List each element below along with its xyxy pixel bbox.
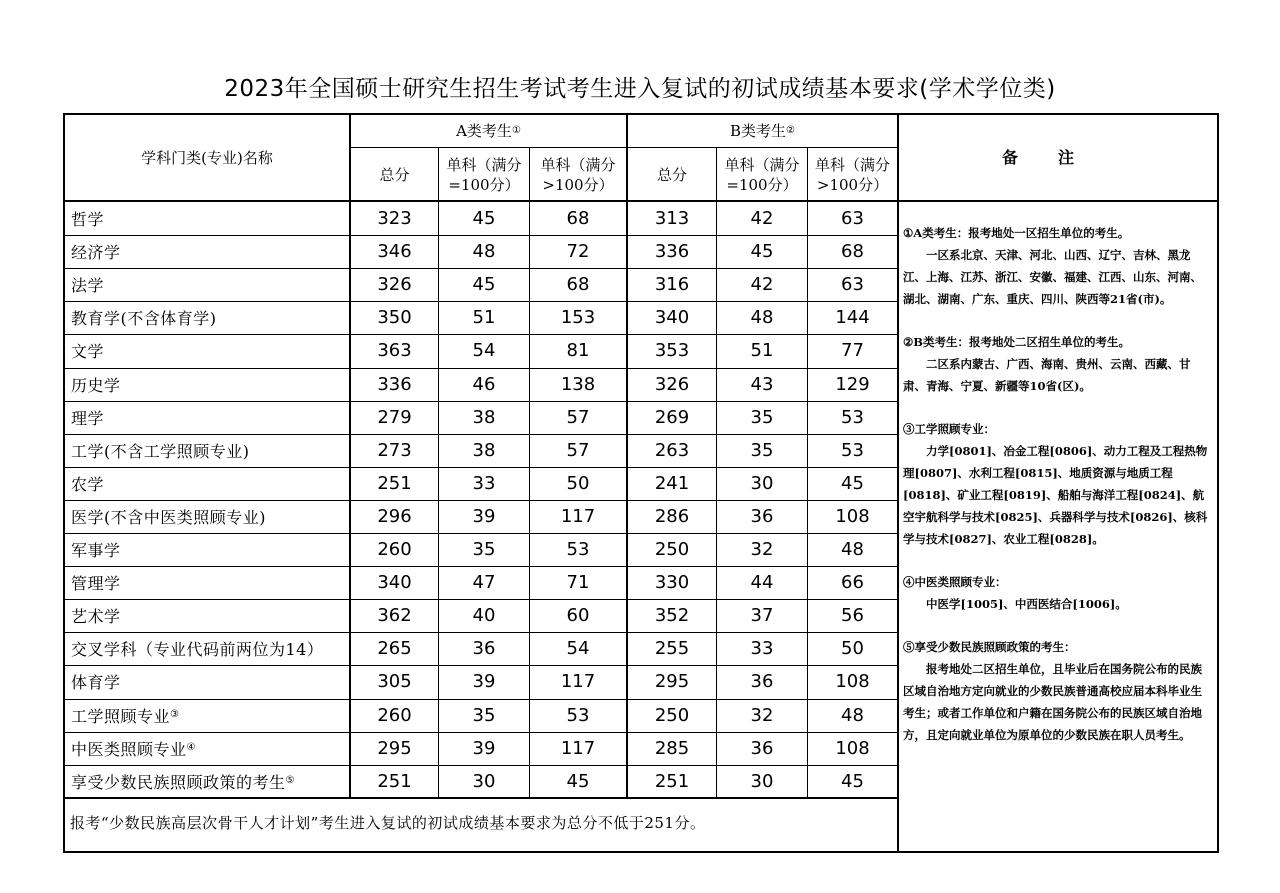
a-score-cell: 326: [377, 274, 412, 296]
a-score-cell: 323: [377, 208, 412, 230]
note-body: 力学[0801]、冶金工程[0806]、动力工程及工程热物理[0807]、水利工程[0815]、地质资源与地质工程[0818]、矿业工程[0819]、船舶与海洋工程[0824]、航空宇航科学与技术[0825]、兵器科学与技术[0826]、核科学与技术[0827]、农业工程[0828]。: [903, 444, 1208, 546]
subject-label: 法学: [71, 276, 105, 296]
subject-label: 艺术学: [71, 607, 121, 627]
b-score-cell: 68: [841, 241, 864, 263]
remarks-header: [899, 115, 1217, 200]
b-score-cell: 51: [750, 340, 774, 362]
b-score-cell: 241: [654, 472, 690, 494]
note-heading: ②B类考生：报考地处二区招生单位的考生。: [903, 335, 1131, 349]
b-score-cell: 30: [750, 472, 774, 494]
b-score-cell: 48: [841, 704, 864, 726]
b-score-cell: 250: [654, 704, 690, 726]
b-score-cell: 45: [750, 241, 774, 263]
b-score-cell: 35: [750, 406, 774, 428]
b-score-cell: 63: [841, 274, 864, 296]
a-score-cell: 340: [377, 572, 412, 594]
a-score-cell: 153: [560, 307, 596, 329]
a-score-cell: 362: [377, 605, 412, 627]
subject-name: [65, 632, 349, 665]
b-score-cell: 144: [835, 307, 870, 329]
a-score-cell: 39: [472, 505, 496, 527]
b-score-cell: 53: [841, 406, 864, 428]
subject-label: 哲学: [71, 210, 105, 230]
a-score-cell: 50: [566, 472, 590, 494]
subject-label: 历史学: [71, 375, 121, 395]
b-score-cell: 48: [750, 307, 774, 329]
subject-name: [65, 665, 349, 698]
a-score-cell: 117: [560, 505, 596, 527]
a-score-cell: 350: [377, 307, 412, 329]
a-score-cell: 35: [472, 704, 496, 726]
a-score-cell: 57: [566, 439, 590, 461]
b-score-cell: 56: [841, 605, 864, 627]
note-item: [903, 418, 1213, 550]
a-singleover100-header: 单科（满分>100分）: [540, 155, 616, 194]
a-score-cell: 60: [566, 605, 590, 627]
note-item: [903, 331, 1213, 397]
a-score-cell: 53: [566, 539, 590, 561]
subject-label: 管理学: [71, 574, 121, 594]
a-score-cell: 53: [566, 704, 590, 726]
a-total-header: 总分: [379, 165, 410, 184]
b-score-cell: 313: [654, 208, 690, 230]
a-score-cell: 39: [472, 737, 496, 759]
b-score-cell: 340: [654, 307, 690, 329]
a-score-cell: 57: [566, 406, 590, 428]
a-score-cell: 39: [472, 671, 496, 693]
b-score-cell: 36: [750, 737, 774, 759]
subject-name: [65, 434, 349, 467]
b-score-cell: 32: [750, 539, 774, 561]
a-score-cell: 45: [472, 208, 496, 230]
group-b-label: B类考生: [730, 122, 787, 140]
b-score-cell: 352: [654, 605, 690, 627]
subject-label: 中医类照顾专业: [71, 739, 187, 759]
a-score-cell: 47: [472, 572, 496, 594]
subject-label: 工学照顾专业: [71, 706, 171, 726]
b-score-cell: 269: [654, 406, 690, 428]
a-single100-header: 单科（满分=100分）: [446, 155, 522, 194]
footer-note: 报考“少数民族高层次骨干人才计划”考生进入复试的初试成绩基本要求为总分不低于251分。: [70, 814, 706, 832]
a-score-cell: 265: [377, 638, 412, 660]
b-score-cell: 32: [750, 704, 774, 726]
a-score-cell: 346: [377, 241, 412, 263]
subject-label: 教育学(不含体育学): [71, 309, 217, 329]
a-score-cell: 33: [472, 472, 496, 494]
b-score-cell: 42: [750, 208, 774, 230]
subject-name: [65, 401, 349, 434]
a-score-cell: 251: [377, 770, 412, 792]
b-score-cell: 36: [750, 505, 774, 527]
page-title: 2023年全国硕士研究生招生考试考生进入复试的初试成绩基本要求(学术学位类): [224, 76, 1056, 102]
a-score-cell: 81: [566, 340, 590, 362]
b-score-cell: 43: [750, 373, 774, 395]
subject-label: 交叉学科（专业代码前两位为14）: [71, 640, 324, 660]
note-heading: ①A类考生：报考地处一区招生单位的考生。: [903, 226, 1130, 240]
note-body: 一区系北京、天津、河北、山西、辽宁、吉林、黑龙江、上海、江苏、浙江、安徽、福建、江西、山东、河南、湖北、湖南、广东、重庆、四川、陕西等21省(市)。: [903, 248, 1202, 306]
b-score-cell: 295: [654, 671, 690, 693]
b-score-cell: 42: [750, 274, 774, 296]
a-score-cell: 71: [566, 572, 590, 594]
b-score-cell: 37: [750, 605, 774, 627]
b-score-cell: 108: [835, 671, 870, 693]
b-score-cell: 35: [750, 439, 774, 461]
b-score-cell: 48: [841, 539, 864, 561]
b-score-cell: 336: [654, 241, 690, 263]
a-score-cell: 54: [472, 340, 496, 362]
b-total-header: 总分: [656, 165, 687, 184]
subject-label: 理学: [71, 408, 105, 428]
b-score-cell: 316: [654, 274, 690, 296]
a-score-cell: 251: [377, 472, 412, 494]
a-score-cell: 117: [560, 737, 596, 759]
a-score-cell: 295: [377, 737, 412, 759]
group-a-label: A类考生: [456, 122, 512, 140]
a-score-cell: 117: [560, 671, 596, 693]
b-score-cell: 45: [841, 770, 864, 792]
b-score-cell: 66: [841, 572, 864, 594]
b-score-cell: 255: [654, 638, 690, 660]
b-score-cell: 45: [841, 472, 864, 494]
a-score-cell: 54: [566, 638, 590, 660]
a-score-cell: 260: [377, 704, 412, 726]
b-score-cell: 285: [654, 737, 690, 759]
b-score-cell: 353: [654, 340, 690, 362]
b-score-cell: 263: [654, 439, 690, 461]
note-body: 中医学[1005]、中西医结合[1006]。: [926, 597, 1127, 611]
a-score-cell: 279: [377, 406, 412, 428]
subject-name: [65, 467, 349, 500]
note-item: [903, 636, 1213, 746]
subject-name: [65, 235, 349, 268]
a-score-cell: 305: [377, 671, 412, 693]
a-score-cell: 36: [472, 638, 496, 660]
subject-header: 学科门类(专业)名称: [141, 149, 273, 167]
b-score-cell: 330: [654, 572, 690, 594]
b-score-cell: 108: [835, 737, 870, 759]
b-score-cell: 44: [750, 572, 774, 594]
subject-name: [65, 268, 349, 301]
note-body: 报考地处二区招生单位，且毕业后在国务院公布的民族区域自治地方定向就业的少数民族普通高校应届本科毕业生考生；或者工作单位和户籍在国务院公布的民族区域自治地方，且定向就业单位为原单位的少数民族在职人员考生。: [903, 662, 1202, 742]
b-score-cell: 77: [841, 340, 864, 362]
subject-label: 军事学: [71, 541, 121, 561]
group-a-header: A类考生 ①: [456, 122, 521, 140]
a-score-cell: 260: [377, 539, 412, 561]
a-score-cell: 68: [566, 274, 590, 296]
note-item: [903, 571, 1213, 615]
subject-label: 享受少数民族照顾政策的考生: [71, 772, 286, 792]
subject-name: 中医类照顾专业 ④: [65, 732, 349, 765]
a-score-cell: 45: [472, 274, 496, 296]
a-score-cell: 72: [566, 241, 590, 263]
group-b-header: B类考生 ②: [730, 122, 795, 140]
a-score-cell: 363: [377, 340, 412, 362]
b-score-cell: 129: [835, 373, 870, 395]
a-score-cell: 35: [472, 539, 496, 561]
a-score-cell: 273: [377, 439, 412, 461]
subject-name: [65, 202, 349, 235]
note-heading: ④中医类照顾专业：: [903, 575, 1007, 589]
note-item: [903, 222, 1213, 310]
a-score-cell: 336: [377, 373, 412, 395]
b-score-cell: 286: [654, 505, 690, 527]
subject-label: 体育学: [71, 673, 121, 693]
subject-name: [65, 334, 349, 367]
subject-label: 经济学: [71, 243, 121, 263]
a-score-cell: 40: [472, 605, 496, 627]
subject-name: [65, 533, 349, 566]
b-score-cell: 50: [841, 638, 864, 660]
subject-label: 文学: [71, 342, 105, 362]
subject-name: 享受少数民族照顾政策的考生 ⑤: [65, 765, 349, 798]
subject-label: 工学(不含工学照顾专业): [71, 441, 250, 461]
b-score-cell: 250: [654, 539, 690, 561]
remarks-title: 备注: [1001, 147, 1114, 167]
b-score-cell: 33: [750, 638, 774, 660]
b-score-cell: 36: [750, 671, 774, 693]
b-score-cell: 251: [654, 770, 690, 792]
a-score-cell: 30: [472, 770, 496, 792]
note-body: 二区系内蒙古、广西、海南、贵州、云南、西藏、甘肃、青海、宁夏、新疆等10省(区)。: [903, 357, 1191, 393]
subject-label: 医学(不含中医类照顾专业): [71, 507, 266, 527]
a-score-cell: 46: [472, 373, 496, 395]
b-singleover100-header: 单科（满分>100分）: [814, 155, 890, 194]
a-score-cell: 48: [472, 241, 496, 263]
a-score-cell: 38: [472, 406, 496, 428]
b-score-cell: 53: [841, 439, 864, 461]
b-single100-header: 单科（满分=100分）: [724, 155, 800, 194]
a-score-cell: 38: [472, 439, 496, 461]
a-score-cell: 138: [560, 373, 596, 395]
a-score-cell: 51: [472, 307, 496, 329]
a-score-cell: 296: [377, 505, 412, 527]
a-score-cell: 45: [566, 770, 590, 792]
b-score-cell: 326: [654, 373, 690, 395]
note-heading: ③工学照顾专业：: [903, 422, 995, 436]
b-score-cell: 30: [750, 770, 774, 792]
subject-name: [65, 599, 349, 632]
remarks-notes: [903, 222, 1213, 767]
subject-name: [65, 500, 349, 533]
b-score-cell: 63: [841, 208, 864, 230]
subject-label: 农学: [71, 474, 105, 494]
b-score-cell: 108: [835, 505, 870, 527]
subject-name: [65, 566, 349, 599]
subject-name: [65, 301, 349, 334]
subject-name: [65, 368, 349, 401]
a-score-cell: 68: [566, 208, 590, 230]
subject-name: 工学照顾专业 ③: [65, 699, 349, 732]
note-heading: ⑤享受少数民族照顾政策的考生：: [903, 640, 1076, 654]
grid-line: [897, 113, 899, 853]
